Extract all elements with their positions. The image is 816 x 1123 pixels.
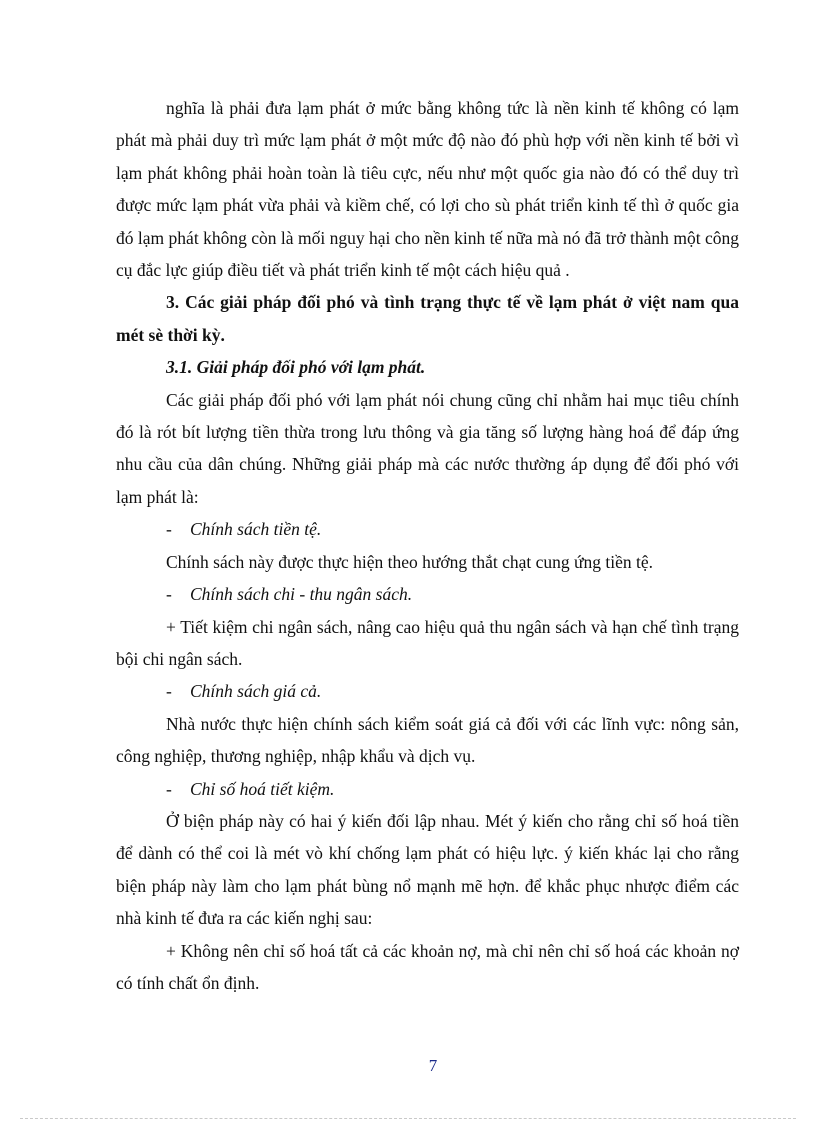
paragraph-solutions-overview: Các giải pháp đối phó với lạm phát nói chung cũng chỉ nhằm hai mục tiêu chính đó là rót bít lượng tiền thừa trong lưu thông và gia tăng số lượng hàng hoá để đáp ứng nhu cầu của dân chúng. Những giải pháp mà các nước thường áp dụng để đối phó với lạm phát là: (116, 389, 739, 507)
bullet-label: Chính sách chi - thu ngân sách. (190, 584, 413, 605)
document-body (116, 92, 739, 999)
section-heading-3: 3. Các giải pháp đối phó và tình trạng thực tế về lạm phát ở việt nam qua mét sè thời kỳ. (116, 292, 739, 345)
bullet-dash: - (166, 519, 172, 540)
paragraph-monetary-detail: Chính sách này được thực hiện theo hướng thắt chạt cung ứng tiền tệ. (166, 551, 654, 572)
paragraph-indexation-recommendation: + Không nên chỉ số hoá tất cả các khoản nợ, mà chỉ nên chỉ số hoá các khoản nợ có tính chất ổn định. (116, 940, 739, 993)
paragraph-indexation-debate: Ở biện pháp này có hai ý kiến đối lập nhau. Mét ý kiến cho rằng chỉ số hoá tiền để dành có thể coi là mét vò khí chống lạm phát có hiệu lực. ý kiến khác lại cho rằng biện pháp này làm cho lạm phát bùng nổ mạnh mẽ hợn. để khắc phục nhược điểm các nhà kinh tế đưa ra các kiến nghị sau: (116, 810, 739, 929)
paragraph-inflation-intro: nghĩa là phải đưa lạm phát ở mức bằng không tức là nền kinh tế không có lạm phát mà phải duy trì mức lạm phát ở một mức độ nào đó phù hợp với nền kinh tế bởi vì lạm phát không phải hoàn toàn là tiêu cực, nếu như một quốc gia nào đó có thể duy trì được mức lạm phát vừa phải và kiềm chế, có lợi cho sù phát triển kinh tế thì ở quốc gia đó lạm phát không còn là mối nguy hại cho nền kinh tế nữa mà nó đã trở thành một công cụ đắc lực giúp điều tiết và phát triển kinh tế một cách hiệu quả . (116, 98, 739, 281)
bullet-dash: - (166, 584, 172, 605)
bullet-label: Chính sách giá cả. (190, 681, 322, 702)
subsection-heading-3-1: 3.1. Giải pháp đối phó với lạm phát. (166, 357, 426, 378)
bullet-budget-policy (116, 578, 739, 610)
bullet-savings-indexation (116, 773, 739, 805)
bullet-dash: - (166, 778, 172, 799)
footer-divider (20, 1118, 796, 1119)
paragraph-budget-detail: + Tiết kiệm chi ngân sách, nâng cao hiệu quả thu ngân sách và hạn chế tình trạng bội chi ngân sách. (116, 616, 739, 669)
bullet-label: Chính sách tiền tệ. (190, 519, 322, 540)
bullet-monetary-policy (116, 513, 739, 545)
bullet-price-policy (116, 675, 739, 707)
bullet-dash: - (166, 681, 172, 702)
page-number: 7 (428, 1056, 438, 1075)
paragraph-price-detail: Nhà nước thực hiện chính sách kiểm soát giá cả đối với các lĩnh vực: nông sản, công nghiệp, thương nghiệp, nhập khẩu và dịch vụ. (116, 713, 739, 767)
bullet-label: Chỉ số hoá tiết kiệm. (190, 778, 335, 799)
